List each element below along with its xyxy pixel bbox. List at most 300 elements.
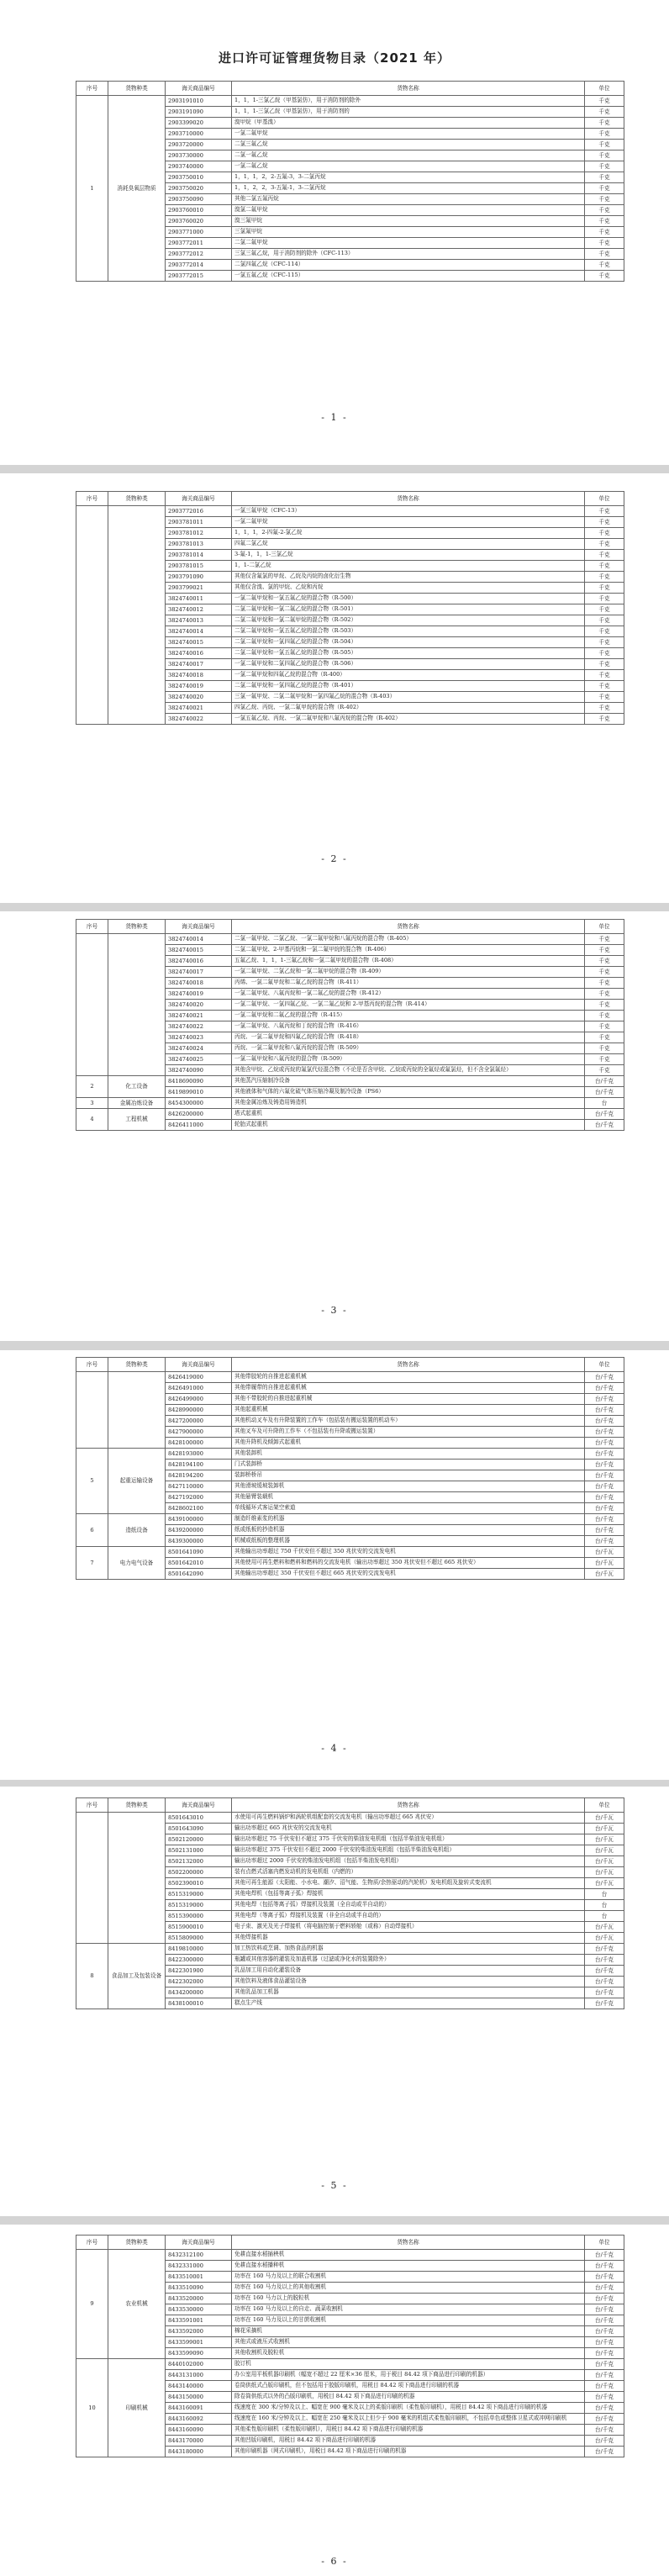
table-row [76, 1813, 624, 1824]
commodity-code: 2903781012 [166, 528, 232, 539]
commodity-code: 8427192000 [166, 1492, 232, 1503]
unit: 台/千克 [585, 1955, 624, 1966]
commodity-code: 8433510001 [166, 2272, 232, 2283]
commodity-code: 8428193000 [166, 1449, 232, 1460]
commodity-code: 3824740024 [166, 1043, 232, 1054]
unit: 台/千克 [585, 1525, 624, 1536]
unit: 台/千克 [585, 1470, 624, 1481]
unit: 台/千克 [585, 1481, 624, 1492]
commodity-code: 8438100010 [166, 1998, 232, 2009]
table-row [76, 2250, 624, 2261]
commodity-code: 3824740014 [166, 626, 232, 637]
unit: 千克 [585, 1000, 624, 1011]
column-header-code: 海关商品编号 [166, 2236, 232, 2250]
commodity-code: 8427110000 [166, 1481, 232, 1492]
unit: 台 [585, 1889, 624, 1900]
unit: 千克 [585, 583, 624, 594]
commodity-name: 一氯二氟甲烷、八氟丙烷和丁烷的混合物（R-416） [232, 1021, 585, 1032]
commodity-name: 1，1，1，2，2-五氟-3，3-二氯丙烷 [232, 172, 585, 183]
group-category: 起重运输设备 [108, 1449, 166, 1514]
commodity-name: 其他印刷机器（网式印刷机），用税目 84.42 项下商品进行印刷的机器 [232, 2447, 585, 2457]
commodity-name: 功率在 160 马力及以上的自走、蔬菜收割机 [232, 2304, 585, 2315]
commodity-name: 其他可再生能源（太阳能、小水电、潮汐、沼气能、生物质/余热驱动的汽轮机）发电机组及旋转式变流机 [232, 1878, 585, 1889]
commodity-name: 门式装卸桥 [232, 1460, 585, 1470]
unit: 台/千克 [585, 2425, 624, 2436]
unit: 千克 [585, 967, 624, 978]
commodity-name: 功率在 160 马力及以上的联合收割机 [232, 2272, 585, 2283]
unit: 千克 [585, 989, 624, 1000]
commodity-name: 其他乳品加工机器 [232, 1987, 585, 1998]
commodity-code: 2903781013 [166, 539, 232, 550]
commodity-code: 3824740021 [166, 1011, 232, 1021]
commodity-code: 3824740017 [166, 659, 232, 670]
unit: 台/千瓦 [585, 1547, 624, 1558]
commodity-code: 3824740090 [166, 1065, 232, 1076]
unit: 台/千克 [585, 2326, 624, 2337]
unit: 台/千瓦 [585, 1867, 624, 1878]
commodity-name: 其他带履带的自推进起重机械 [232, 1383, 585, 1394]
column-header-index: 序号 [76, 82, 108, 96]
commodity-code: 3824740022 [166, 714, 232, 725]
unit: 千克 [585, 561, 624, 572]
commodity-name: 其他使用可再生燃料和燃料和燃料的交流发电机（输出功率超过 350 兆伏安但不超过 665 兆伏安） [232, 1558, 585, 1569]
unit: 千克 [585, 978, 624, 989]
commodity-code: 8443160092 [166, 2414, 232, 2425]
commodity-name: 其他不带胶轮的自推进起重机械 [232, 1394, 585, 1405]
commodity-code: 8418690090 [166, 1076, 232, 1087]
group-index [76, 506, 108, 725]
unit: 台 [585, 1900, 624, 1911]
column-header-code: 海关商品编号 [166, 1798, 232, 1813]
commodity-name: 二氯一氟乙烷 [232, 150, 585, 161]
unit: 千克 [585, 528, 624, 539]
table-row [76, 506, 624, 517]
unit: 台/千瓦 [585, 1922, 624, 1933]
commodity-code: 3824740021 [166, 703, 232, 714]
commodity-code: 2903720000 [166, 140, 232, 150]
column-header-index: 序号 [76, 2236, 108, 2250]
commodity-code: 8443170000 [166, 2436, 232, 2447]
page-number: - 4 - [321, 1743, 348, 1754]
group-category [108, 1372, 166, 1449]
commodity-name: 棉花采摘机 [232, 2326, 585, 2337]
commodity-name: 其他含甲烷、乙烷或丙烷的氟氯代烃混合物（不论是否含甲烷、乙烷或丙烷的全氟烃或氟氯烃，但不含全氯氟烃） [232, 1065, 585, 1076]
commodity-name: 二氯二氟甲烷和一氯二氟乙烷的混合物（R-501） [232, 604, 585, 615]
unit: 千克 [585, 238, 624, 249]
commodity-name: 装有点燃式活塞内燃发动机的发电机组（内燃的） [232, 1867, 585, 1878]
unit: 台/千克 [585, 1998, 624, 2009]
commodity-name: 一氯二氟乙烷 [232, 161, 585, 172]
unit: 台/千瓦 [585, 1824, 624, 1834]
commodity-code: 3824740018 [166, 670, 232, 681]
commodity-name: 一氯二氟甲烷和四氟乙烷的混合物（R-400） [232, 670, 585, 681]
catalog-table [76, 1357, 624, 1580]
commodity-name: 二氯二氟甲烷和一氯五氟乙烷的混合物（R-503） [232, 626, 585, 637]
unit: 台/千克 [585, 2315, 624, 2326]
commodity-name: 其他带胶轮的自推进起重机械 [232, 1372, 585, 1383]
commodity-code: 8515809000 [166, 1933, 232, 1944]
column-header-index: 序号 [76, 1358, 108, 1372]
commodity-name: 装卸桥桥吊 [232, 1470, 585, 1481]
catalog-table [76, 81, 624, 282]
column-header-name: 货物名称 [232, 82, 585, 96]
commodity-code: 2903750090 [166, 194, 232, 205]
unit: 台/千克 [585, 2337, 624, 2348]
unit: 千克 [585, 945, 624, 956]
commodity-code: 8419899010 [166, 1087, 232, 1098]
page-title: 进口许可证管理货物目录（2021 年） [219, 50, 450, 66]
commodity-code: 8428100000 [166, 1438, 232, 1449]
commodity-code: 8422302000 [166, 1977, 232, 1987]
unit: 千克 [585, 615, 624, 626]
unit: 台/千瓦 [585, 1558, 624, 1569]
commodity-code: 8515900010 [166, 1922, 232, 1933]
commodity-name: 输出功率超过 2000 千伏安的柴油发电机组（包括半柴油发电机组） [232, 1856, 585, 1867]
commodity-code: 8433592000 [166, 2326, 232, 2337]
table-row [76, 1449, 624, 1460]
column-header-unit: 单位 [585, 1358, 624, 1372]
commodity-name: 其他柔性版印刷机（柔性版印刷机），用税目 84.42 项下商品进行印刷的机器 [232, 2425, 585, 2436]
unit: 千克 [585, 681, 624, 692]
unit: 台/千克 [585, 2403, 624, 2414]
commodity-name: 塔式起重机 [232, 1109, 585, 1120]
commodity-name: 其他起重机械 [232, 1405, 585, 1416]
commodity-name: 其他仅含氟氯的甲烷、乙烷及丙烷的卤化衍生物 [232, 572, 585, 583]
unit: 千克 [585, 594, 624, 604]
unit: 台/千克 [585, 1076, 624, 1087]
unit: 千克 [585, 161, 624, 172]
unit: 千克 [585, 118, 624, 129]
commodity-name: 其他金属冶炼及铸造用铸造机 [232, 1098, 585, 1109]
commodity-name: 丙烯、一氯二氟甲烷和二氟乙烷的混合物（R-411） [232, 978, 585, 989]
commodity-code: 8443180000 [166, 2447, 232, 2457]
catalog-table [76, 491, 624, 725]
unit: 台/千克 [585, 1944, 624, 1955]
table-header-row [76, 1358, 624, 1372]
unit: 千克 [585, 517, 624, 528]
commodity-name: 输出功率超过 375 千伏安但不超过 2000 千伏安的柴油发电机组（包括半柴油发电机组） [232, 1845, 585, 1856]
commodity-name: 其他装卸机 [232, 1449, 585, 1460]
commodity-name: 卷筒供纸式凸版印刷机，但不包括用于胶版印刷机，用税目 84.42 项下商品进行印刷的机器 [232, 2381, 585, 2392]
commodity-name: 溴氯二氟甲烷 [232, 205, 585, 216]
commodity-name: 二氯三氟乙烷 [232, 140, 585, 150]
commodity-code: 8422301900 [166, 1966, 232, 1977]
unit: 台/千克 [585, 2261, 624, 2272]
commodity-name: 1，1，1，2-四氟-2-氯乙烷 [232, 528, 585, 539]
unit: 千克 [585, 150, 624, 161]
table-header-row [76, 492, 624, 506]
unit: 千克 [585, 659, 624, 670]
commodity-code: 8426499000 [166, 1394, 232, 1405]
commodity-name: 其他输出功率超过 750 千伏安但不超过 350 兆伏安的交流发电机 [232, 1547, 585, 1558]
group-index: 1 [76, 96, 108, 282]
commodity-name: 二氯二氟甲烷 [232, 238, 585, 249]
column-header-category: 货物种类 [108, 920, 166, 934]
commodity-code: 2903399020 [166, 118, 232, 129]
commodity-name: 溴三氟甲烷 [232, 216, 585, 227]
unit: 台/千克 [585, 1383, 624, 1394]
group-category: 化工设备 [108, 1076, 166, 1098]
commodity-code: 8433599001 [166, 2337, 232, 2348]
commodity-name: 二氯二氟甲烷和一氯二氟甲烷的混合物（R-502） [232, 615, 585, 626]
table-row [76, 1514, 624, 1525]
commodity-name: 一氯五氟乙烷、丙烷、一氯二氟甲烷和八氟丙烷的混合物（R-402） [232, 714, 585, 725]
unit: 台/千克 [585, 2414, 624, 2425]
group-category: 工程机械 [108, 1109, 166, 1131]
unit: 千克 [585, 205, 624, 216]
commodity-name: 丙烷、一氯二氟甲烷和八氟丙烷的混合物（R-509） [232, 1043, 585, 1054]
commodity-name: 除卷筒供纸式以外的凸版印刷机，用税目 84.42 项下商品进行印刷的机器 [232, 2392, 585, 2403]
commodity-name: 机械或纸板的整理机器 [232, 1536, 585, 1547]
table-row [76, 96, 624, 107]
commodity-code: 3824740019 [166, 989, 232, 1000]
commodity-code: 2903760020 [166, 216, 232, 227]
catalog-table [76, 2235, 624, 2457]
unit: 千克 [585, 648, 624, 659]
unit: 台/千瓦 [585, 1834, 624, 1845]
table-row [76, 934, 624, 945]
commodity-name: 二氯四氟乙烷（CFC-114） [232, 260, 585, 271]
column-header-unit: 单位 [585, 920, 624, 934]
column-header-name: 货物名称 [232, 1358, 585, 1372]
commodity-code: 2903772016 [166, 506, 232, 517]
commodity-code: 3824740017 [166, 967, 232, 978]
commodity-code: 8515390000 [166, 1911, 232, 1922]
commodity-code: 2903750020 [166, 183, 232, 194]
unit: 千克 [585, 227, 624, 238]
unit: 台/千克 [585, 2283, 624, 2294]
commodity-code: 8428194200 [166, 1470, 232, 1481]
commodity-code: 8422300000 [166, 1955, 232, 1966]
unit: 千克 [585, 1054, 624, 1065]
table-row [76, 1944, 624, 1955]
unit: 千克 [585, 550, 624, 561]
commodity-name: 其他电焊机（包括等离子弧）焊接机 [232, 1889, 585, 1900]
group-category: 造纸设备 [108, 1514, 166, 1547]
commodity-code: 8426411000 [166, 1120, 232, 1131]
commodity-name: 一氯二氟甲烷、一氯四氟乙烷、一氯二氟乙烷和 2-甲基丙烷的混合物（R-414） [232, 1000, 585, 1011]
commodity-code: 3824740025 [166, 1054, 232, 1065]
commodity-name: 水使用可再生燃料锅炉和涡轮机组配套的交流发电机（输出功率超过 665 兆伏安） [232, 1813, 585, 1824]
column-header-unit: 单位 [585, 492, 624, 506]
table-row [76, 1098, 624, 1109]
commodity-code: 8502200000 [166, 1867, 232, 1878]
commodity-name: 单线循环式客运架空索道 [232, 1503, 585, 1514]
commodity-name: 其他式或液压式收割机 [232, 2337, 585, 2348]
group-index: 6 [76, 1514, 108, 1547]
column-header-index: 序号 [76, 1798, 108, 1813]
column-header-unit: 单位 [585, 82, 624, 96]
commodity-name: 二氯二氟甲烷、2-甲基丙烷和一氯二氟甲烷的混合物（R-406） [232, 945, 585, 956]
commodity-code: 8501643010 [166, 1813, 232, 1824]
column-header-category: 货物种类 [108, 82, 166, 96]
unit: 千克 [585, 172, 624, 183]
commodity-name: 一氯三氟甲烷（CFC-13） [232, 506, 585, 517]
commodity-name: 一氯二氟甲烷 [232, 129, 585, 140]
commodity-name: 1，1-二氯乙烷 [232, 561, 585, 572]
table-header-row [76, 2236, 624, 2250]
unit: 台/千克 [585, 1109, 624, 1120]
group-index: 3 [76, 1098, 108, 1109]
commodity-code: 8443140000 [166, 2381, 232, 2392]
commodity-name: 其他叉车及可升降的工作车（不包括装有升降或搬运装置） [232, 1427, 585, 1438]
commodity-name: 其他仅含溴、氯的甲烷、乙烷和丙烷 [232, 583, 585, 594]
commodity-name: 瓶罐或其他容器的灌装及加盖机器（过滤或净化水的装置除外） [232, 1955, 585, 1966]
commodity-code: 2903710000 [166, 129, 232, 140]
commodity-code: 8433591001 [166, 2315, 232, 2326]
commodity-name: 轮胎式起重机 [232, 1120, 585, 1131]
unit: 台/千克 [585, 1438, 624, 1449]
commodity-code: 8443160090 [166, 2425, 232, 2436]
column-header-code: 海关商品编号 [166, 920, 232, 934]
commodity-code: 2903740000 [166, 161, 232, 172]
commodity-code: 3824740011 [166, 594, 232, 604]
commodity-code: 3824740020 [166, 1000, 232, 1011]
commodity-code: 8443131000 [166, 2370, 232, 2381]
commodity-name: 其他悬臂装载机 [232, 1492, 585, 1503]
unit: 台/千克 [585, 1405, 624, 1416]
unit: 台/千克 [585, 1449, 624, 1460]
table-row [76, 1547, 624, 1558]
commodity-code: 8439300000 [166, 1536, 232, 1547]
commodity-code: 8501643090 [166, 1824, 232, 1834]
commodity-code: 3824740013 [166, 615, 232, 626]
table-row [76, 1372, 624, 1383]
unit: 台/千瓦 [585, 1813, 624, 1824]
page-number: - 1 - [321, 412, 348, 423]
commodity-name: 五氟乙烷、1，1，1-三氟乙烷和一氯二氟甲烷的混合物（R-408） [232, 956, 585, 967]
group-category: 食品加工及包装设备 [108, 1944, 166, 2009]
commodity-name: 三氯氟甲烷 [232, 227, 585, 238]
commodity-name: 制造纤维素浆的机器 [232, 1514, 585, 1525]
commodity-name: 三氯三氟乙烷，用于消防剂的除外（CFC-113） [232, 249, 585, 260]
commodity-code: 8428990000 [166, 1405, 232, 1416]
unit: 千克 [585, 1065, 624, 1076]
group-index [76, 934, 108, 1076]
group-category [108, 1813, 166, 1944]
unit: 台/千克 [585, 2381, 624, 2392]
column-header-unit: 单位 [585, 2236, 624, 2250]
commodity-code: 3824740022 [166, 1021, 232, 1032]
group-category: 金属冶炼设备 [108, 1098, 166, 1109]
commodity-name: 线速度在 160 米/分钟及以上、幅宽在 250 毫米及以上但少于 900 毫米的机组式柔性版印刷机，不包括单色或整体卫星式或冲网印刷机 [232, 2414, 585, 2425]
commodity-code: 8515319000 [166, 1900, 232, 1911]
commodity-name: 其他收割机及脱粒机 [232, 2348, 585, 2359]
column-header-category: 货物种类 [108, 492, 166, 506]
column-header-index: 序号 [76, 920, 108, 934]
commodity-code: 8502131000 [166, 1845, 232, 1856]
commodity-code: 8439200000 [166, 1525, 232, 1536]
column-header-name: 货物名称 [232, 1798, 585, 1813]
unit: 台/千克 [585, 1966, 624, 1977]
commodity-name: 输出功率超过 75 千伏安但不超过 375 千伏安的柴油发电机组（包括半柴油发电机组） [232, 1834, 585, 1845]
column-header-name: 货物名称 [232, 2236, 585, 2250]
commodity-name: 纸或纸板的抄造机器 [232, 1525, 585, 1536]
commodity-name: 线速度在 300 米/分钟及以上、幅宽在 900 毫米及以上的柔版印刷机（柔性版印刷机），用税目 84.42 项下商品进行印刷的机器 [232, 2403, 585, 2414]
commodity-name: 二氯二氟甲烷和一氯五氟乙烷的混合物（R-505） [232, 648, 585, 659]
commodity-code: 8428194100 [166, 1460, 232, 1470]
commodity-code: 8428602100 [166, 1503, 232, 1514]
commodity-name: 功率在 160 马力及以上的其他收割机 [232, 2283, 585, 2294]
table-row [76, 2359, 624, 2370]
commodity-code: 8502132000 [166, 1856, 232, 1867]
commodity-code: 2903772012 [166, 249, 232, 260]
commodity-name: 功率在 160 马力以上的脱粒机 [232, 2294, 585, 2304]
commodity-code: 2903191010 [166, 96, 232, 107]
unit: 千克 [585, 714, 624, 725]
commodity-name: 丙烷、一氯二氟甲烷和四氟乙烷的混合物（R-418） [232, 1032, 585, 1043]
unit: 台/千克 [585, 2392, 624, 2403]
commodity-name: 输出功率超过 665 兆伏安的交流发电机 [232, 1824, 585, 1834]
group-category: 电力电气设备 [108, 1547, 166, 1580]
unit: 千克 [585, 539, 624, 550]
commodity-code: 8434200000 [166, 1987, 232, 1998]
group-category [108, 934, 166, 1076]
unit: 台/千克 [585, 2272, 624, 2283]
commodity-name: 其他升降机及倾卸式起重机 [232, 1438, 585, 1449]
commodity-code: 3824740020 [166, 692, 232, 703]
commodity-name: 1，1，1-三氯乙烷（甲基氯仿），用于消防剂的 [232, 107, 585, 118]
commodity-name: 1，1，2，2，3-五氟-1，3-二氯丙烷 [232, 183, 585, 194]
unit: 台/千克 [585, 2250, 624, 2261]
commodity-code: 3824740015 [166, 637, 232, 648]
column-header-name: 货物名称 [232, 492, 585, 506]
unit: 台/千克 [585, 1416, 624, 1427]
unit: 千克 [585, 194, 624, 205]
commodity-name: 3-氟-1，1，1-三氯乙烷 [232, 550, 585, 561]
commodity-code: 2903750010 [166, 172, 232, 183]
unit: 千克 [585, 260, 624, 271]
unit: 千克 [585, 140, 624, 150]
commodity-name: 溴甲烷（甲基溴） [232, 118, 585, 129]
unit: 台 [585, 1098, 624, 1109]
unit: 千克 [585, 934, 624, 945]
unit: 台/千克 [585, 2304, 624, 2315]
commodity-code: 8502390010 [166, 1878, 232, 1889]
commodity-name: 四氟二氯乙烷 [232, 539, 585, 550]
commodity-name: 二氯二氟甲烷和一氯四氟乙烷的混合物（R-504） [232, 637, 585, 648]
unit: 台/千克 [585, 1120, 624, 1131]
unit: 千克 [585, 506, 624, 517]
unit: 台/千瓦 [585, 1569, 624, 1580]
column-header-category: 货物种类 [108, 2236, 166, 2250]
commodity-code: 8433530000 [166, 2304, 232, 2315]
commodity-name: 其他液体和气体的六氟化硫气体压缩冷凝及制冷设备（PS6） [232, 1087, 585, 1098]
commodity-code: 8427200000 [166, 1416, 232, 1427]
commodity-name: 二氯二氟甲烷和一氯四氟乙烷的混合物（R-401） [232, 681, 585, 692]
unit: 台/千克 [585, 1987, 624, 1998]
commodity-name: 电子束、激光及光子焊接机（将电脑控制于燃料轿舱（或称）自动焊接机） [232, 1922, 585, 1933]
commodity-code: 8501642090 [166, 1569, 232, 1580]
unit: 千克 [585, 249, 624, 260]
commodity-name: 办公室用平板机器印刷机（幅宽不超过 22 厘米×36 厘米，用于税目 84.42 项下商品进行印刷的机器） [232, 2370, 585, 2381]
commodity-code: 2903730000 [166, 150, 232, 161]
unit: 千克 [585, 670, 624, 681]
column-header-code: 海关商品编号 [166, 1358, 232, 1372]
unit: 千克 [585, 1032, 624, 1043]
column-header-code: 海关商品编号 [166, 492, 232, 506]
commodity-code: 2903772015 [166, 271, 232, 282]
commodity-name: 加工热饮料或烹调、加热食品的机器 [232, 1944, 585, 1955]
commodity-name: 一氯二氟甲烷、二氯乙烷和一氯二氟甲烷的混合物（R-409） [232, 967, 585, 978]
commodity-code: 3824740016 [166, 648, 232, 659]
commodity-name: 其他电焊（等离子弧）焊接机及装置（非全自动或半自动的） [232, 1911, 585, 1922]
unit: 台/千瓦 [585, 1933, 624, 1944]
unit: 千克 [585, 107, 624, 118]
group-index: 10 [76, 2359, 108, 2457]
unit: 台/千克 [585, 1372, 624, 1383]
commodity-code: 8443160091 [166, 2403, 232, 2414]
